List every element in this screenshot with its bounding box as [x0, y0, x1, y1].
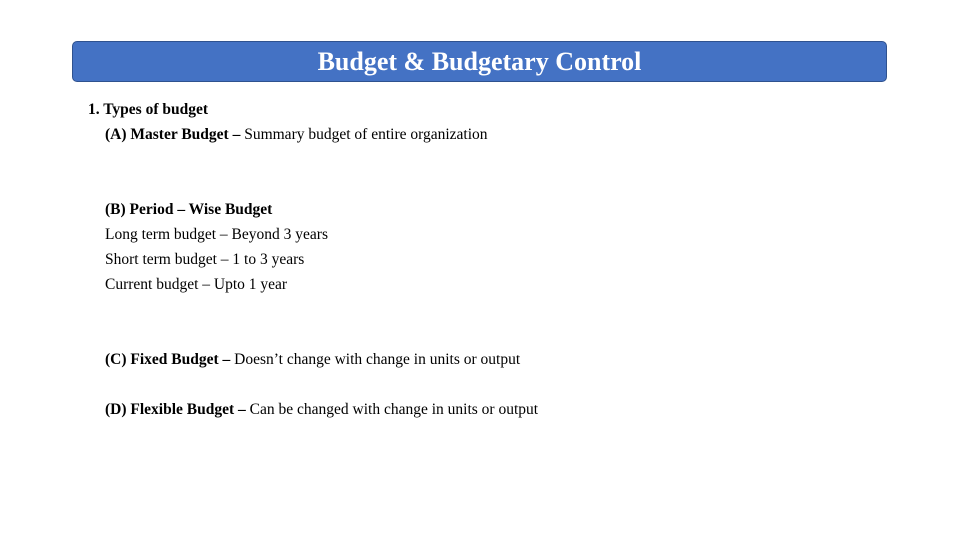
- flexible-budget-text: Can be changed with change in units or output: [245, 401, 539, 418]
- fixed-budget-line: [105, 351, 520, 369]
- slide-title: Budget & Budgetary Control: [317, 46, 642, 76]
- period-item-short: Short term budget – 1 to 3 years: [105, 251, 305, 268]
- period-item-long: Long term budget – Beyond 3 years: [105, 226, 328, 243]
- master-budget-line: [105, 126, 488, 144]
- period-item-current: Current budget – Upto 1 year: [105, 276, 288, 293]
- fixed-budget-label: (C) Fixed Budget –: [105, 351, 231, 368]
- flexible-budget-line: [105, 401, 538, 419]
- title-banner: [72, 41, 887, 82]
- period-budget-label: (B) Period – Wise Budget: [105, 201, 273, 218]
- section-heading: 1. Types of budget: [88, 101, 209, 118]
- master-budget-text: Summary budget of entire organization: [240, 126, 488, 143]
- flexible-budget-label: (D) Flexible Budget –: [105, 401, 246, 418]
- fixed-budget-text: Doesn’t change with change in units or output: [230, 351, 521, 368]
- master-budget-label: (A) Master Budget –: [105, 126, 241, 143]
